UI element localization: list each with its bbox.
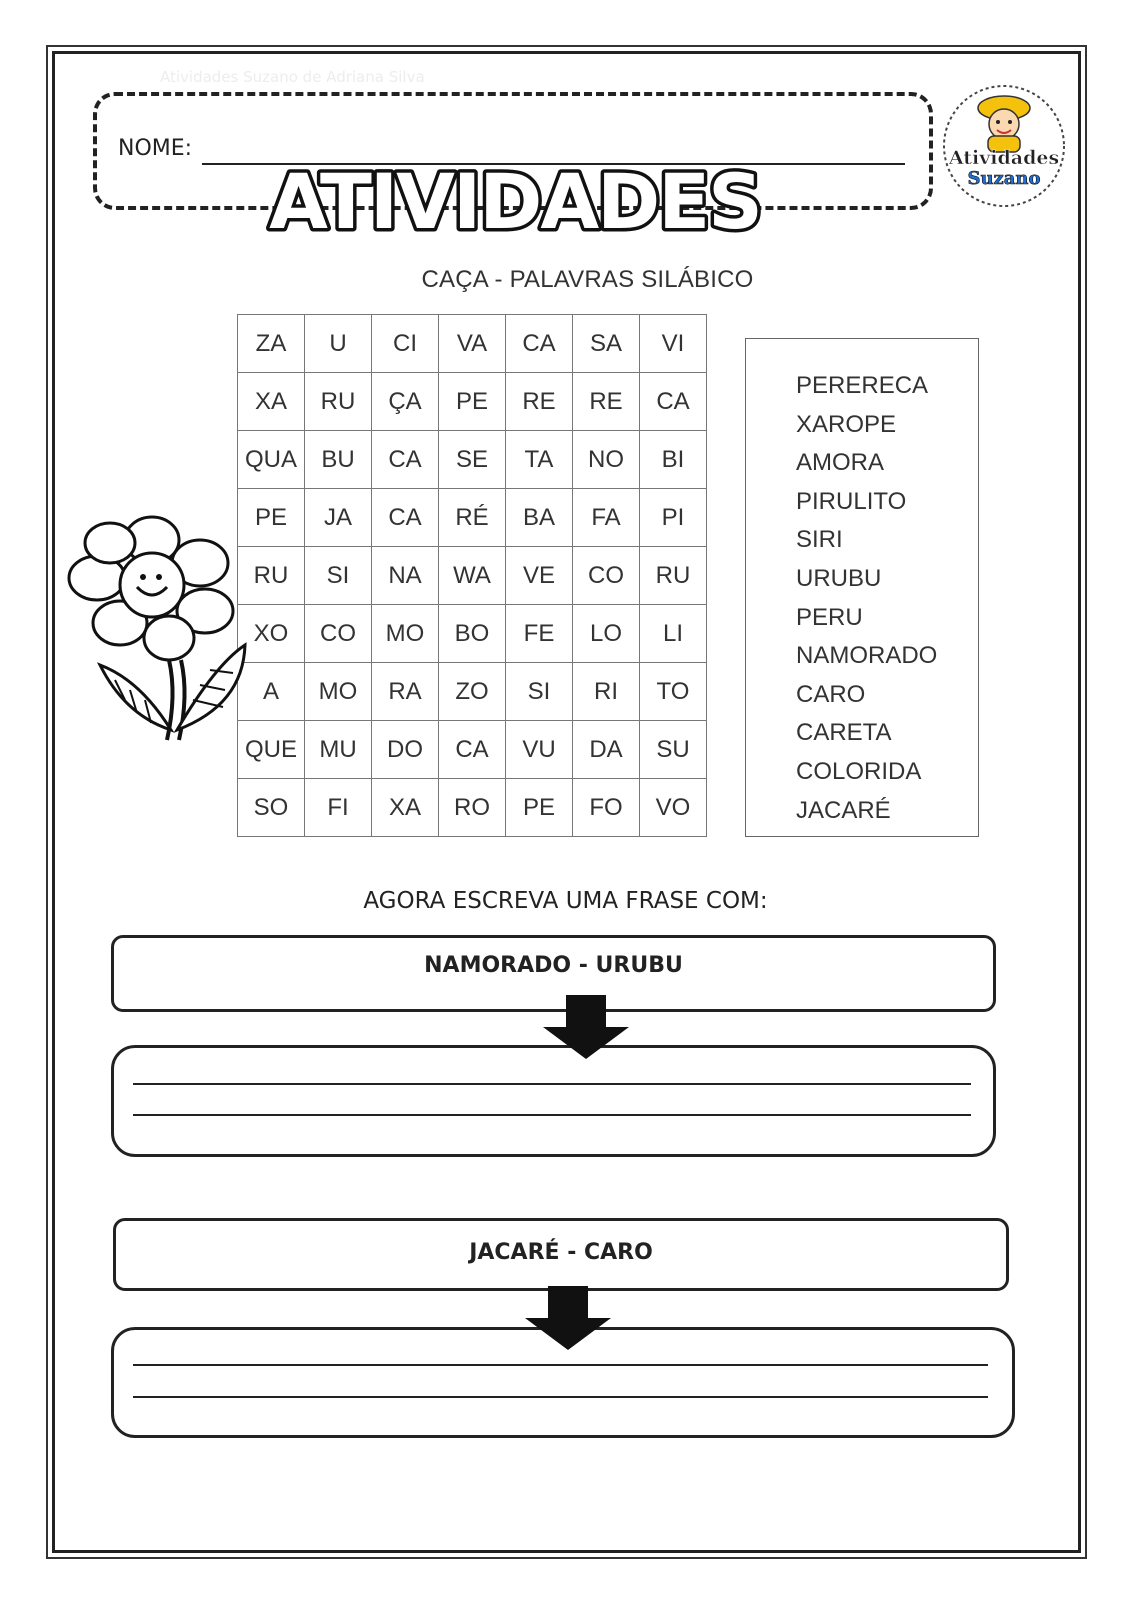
arrow-down-icon xyxy=(541,995,631,1061)
grid-cell[interactable]: SA xyxy=(573,315,640,373)
grid-cell[interactable]: RU xyxy=(305,373,372,431)
exercise-1-answer-line-2[interactable] xyxy=(133,1114,971,1116)
grid-cell[interactable]: VU xyxy=(506,721,573,779)
word-list-item: PERU xyxy=(796,603,863,631)
grid-cell[interactable]: PE xyxy=(238,489,305,547)
grid-cell[interactable]: CA xyxy=(439,721,506,779)
grid-cell[interactable]: TO xyxy=(640,663,707,721)
exercise-2-words: JACARÉ - CARO xyxy=(113,1218,1009,1291)
grid-cell[interactable]: RÉ xyxy=(439,489,506,547)
word-list-item: PERERECA xyxy=(796,372,929,399)
grid-cell[interactable]: CA xyxy=(372,431,439,489)
watermark: Atividades Suzano de Adriana Silva xyxy=(160,68,425,86)
grid-cell[interactable]: ÇA xyxy=(372,373,439,431)
grid-cell[interactable]: RA xyxy=(372,663,439,721)
grid-row xyxy=(238,663,707,721)
grid-cell[interactable]: MU xyxy=(305,721,372,779)
grid-cell[interactable]: PI xyxy=(640,489,707,547)
grid-cell[interactable]: CO xyxy=(305,605,372,663)
grid-cell[interactable]: BO xyxy=(439,605,506,663)
grid-cell[interactable]: RE xyxy=(506,373,573,431)
word-list-item: JACARÉ xyxy=(796,796,891,824)
grid-cell[interactable]: TA xyxy=(506,431,573,489)
word-list-item: SIRI xyxy=(796,526,843,554)
grid-row xyxy=(238,315,707,373)
grid-cell[interactable]: CO xyxy=(573,547,640,605)
grid-cell[interactable]: LO xyxy=(573,605,640,663)
grid-row xyxy=(238,547,707,605)
word-search-grid xyxy=(237,314,707,837)
grid-cell[interactable]: SE xyxy=(439,431,506,489)
grid-cell[interactable]: RU xyxy=(238,547,305,605)
grid-cell[interactable]: VA xyxy=(439,315,506,373)
grid-row xyxy=(238,489,707,547)
grid-cell[interactable]: NA xyxy=(372,547,439,605)
word-list-item: URUBU xyxy=(796,564,882,592)
exercise-2-answer-line-1[interactable] xyxy=(133,1364,988,1366)
word-list-item: NAMORADO xyxy=(796,642,938,670)
arrow-down-icon xyxy=(523,1286,613,1352)
exercise-1-answer-box[interactable] xyxy=(111,1045,996,1157)
grid-cell[interactable]: SI xyxy=(305,547,372,605)
page-title xyxy=(235,160,795,242)
grid-row xyxy=(238,605,707,663)
grid-cell[interactable]: NO xyxy=(573,431,640,489)
grid-cell[interactable]: FO xyxy=(573,779,640,837)
grid-cell[interactable]: XO xyxy=(238,605,305,663)
grid-row xyxy=(238,373,707,431)
logo-text-1: Atividades xyxy=(948,147,1060,169)
grid-cell[interactable]: CA xyxy=(640,373,707,431)
grid-cell[interactable]: WA xyxy=(439,547,506,605)
grid-cell[interactable]: MO xyxy=(305,663,372,721)
word-list-item: AMORA xyxy=(796,449,885,477)
grid-cell[interactable]: DA xyxy=(573,721,640,779)
grid-cell[interactable]: RE xyxy=(573,373,640,431)
grid-cell[interactable]: JA xyxy=(305,489,372,547)
grid-cell[interactable]: LI xyxy=(640,605,707,663)
name-label: NOME: xyxy=(118,136,193,161)
writing-instruction: AGORA ESCREVA UMA FRASE COM: xyxy=(363,888,768,914)
grid-cell[interactable]: VO xyxy=(640,779,707,837)
word-list xyxy=(745,338,979,837)
flower-illustration xyxy=(65,515,255,755)
word-list-item: CARETA xyxy=(796,719,892,747)
grid-cell[interactable]: RU xyxy=(640,547,707,605)
grid-cell[interactable]: RI xyxy=(573,663,640,721)
word-list-item: XAROPE xyxy=(796,410,897,438)
grid-cell[interactable]: FE xyxy=(506,605,573,663)
grid-cell[interactable]: DO xyxy=(372,721,439,779)
grid-cell[interactable]: U xyxy=(305,315,372,373)
grid-cell[interactable]: XA xyxy=(238,373,305,431)
grid-cell[interactable]: BU xyxy=(305,431,372,489)
word-list-item: CARO xyxy=(796,680,866,708)
grid-cell[interactable]: QUE xyxy=(238,721,305,779)
logo-text-2: Suzano xyxy=(967,168,1041,189)
grid-cell[interactable]: RO xyxy=(439,779,506,837)
exercise-1-words: NAMORADO - URUBU xyxy=(111,935,996,1012)
grid-cell[interactable]: MO xyxy=(372,605,439,663)
svg-text:ATIVIDADES: ATIVIDADES xyxy=(269,160,761,242)
grid-cell[interactable]: QUA xyxy=(238,431,305,489)
grid-cell[interactable]: CI xyxy=(372,315,439,373)
grid-cell[interactable]: ZA xyxy=(238,315,305,373)
grid-row xyxy=(238,431,707,489)
grid-cell[interactable]: SU xyxy=(640,721,707,779)
grid-cell[interactable]: FA xyxy=(573,489,640,547)
grid-cell[interactable]: VE xyxy=(506,547,573,605)
grid-cell[interactable]: PE xyxy=(439,373,506,431)
exercise-1-answer-line-1[interactable] xyxy=(133,1083,971,1085)
word-list-item: COLORIDA xyxy=(796,757,922,785)
grid-row xyxy=(238,721,707,779)
exercise-2-answer-line-2[interactable] xyxy=(133,1396,988,1398)
grid-cell[interactable]: CA xyxy=(372,489,439,547)
grid-cell[interactable]: XA xyxy=(372,779,439,837)
grid-cell[interactable]: A xyxy=(238,663,305,721)
grid-cell[interactable]: VI xyxy=(640,315,707,373)
grid-cell[interactable]: BI xyxy=(640,431,707,489)
grid-row xyxy=(238,779,707,837)
grid-cell[interactable]: SI xyxy=(506,663,573,721)
grid-cell[interactable]: ZO xyxy=(439,663,506,721)
word-list-item: PIRULITO xyxy=(796,487,907,515)
grid-cell[interactable]: BA xyxy=(506,489,573,547)
exercise-subtitle: CAÇA - PALAVRAS SILÁBICO xyxy=(421,266,754,293)
grid-cell[interactable]: FI xyxy=(305,779,372,837)
grid-cell[interactable]: SO xyxy=(238,779,305,837)
logo xyxy=(940,80,1068,215)
grid-cell[interactable]: CA xyxy=(506,315,573,373)
grid-cell[interactable]: PE xyxy=(506,779,573,837)
